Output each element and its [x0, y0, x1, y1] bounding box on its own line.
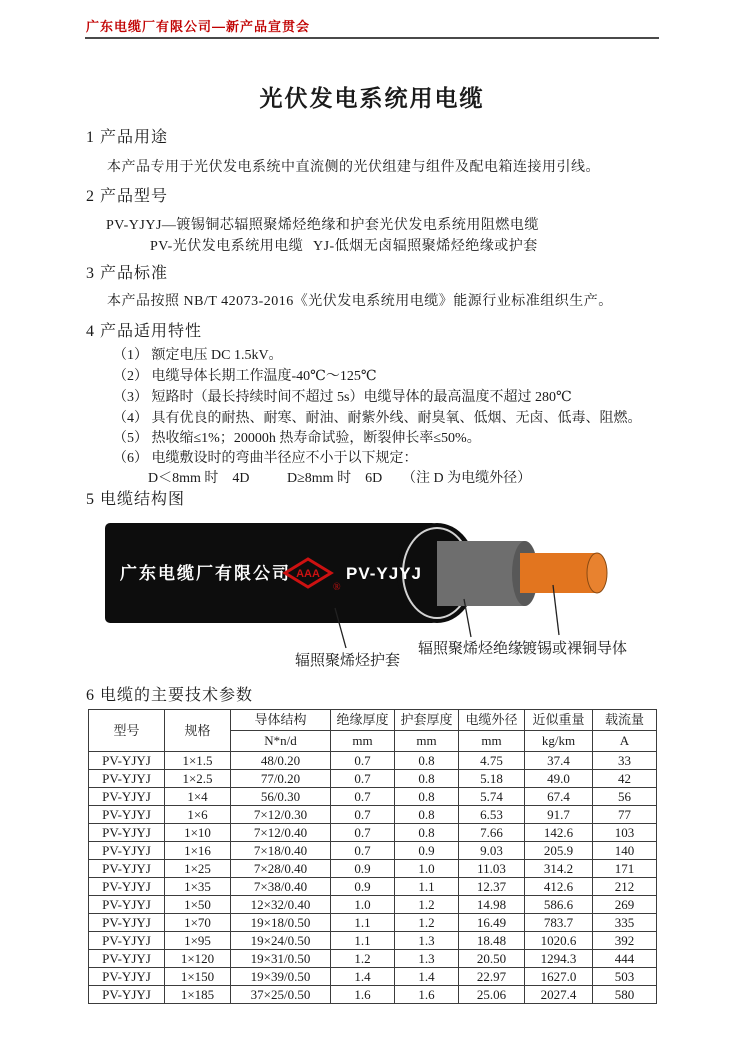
table-cell: 7.66 [459, 824, 525, 842]
registered-mark: ® [333, 582, 341, 593]
table-cell: 0.7 [331, 788, 395, 806]
table-cell: 0.7 [331, 842, 395, 860]
feature-item-2: （2） 电缆导体长期工作温度-40℃～125℃ [113, 369, 377, 384]
table-cell: 1×10 [165, 824, 231, 842]
table-cell: 1×120 [165, 950, 231, 968]
table-cell: 7×12/0.30 [231, 806, 331, 824]
table-cell: 1×50 [165, 896, 231, 914]
col-unit-outer-diameter: mm [459, 731, 525, 752]
table-cell: 1.0 [331, 896, 395, 914]
table-cell: 0.8 [395, 806, 459, 824]
table-cell: 7×18/0.40 [231, 842, 331, 860]
col-header-outer-diameter: 电缆外径 [459, 710, 525, 731]
section-1-heading: 1 产品用途 [86, 129, 169, 146]
table-cell: 12×32/0.40 [231, 896, 331, 914]
col-unit-ampacity: A [593, 731, 657, 752]
table-cell: 37×25/0.50 [231, 986, 331, 1004]
section-2-line2a: PV-光伏发电系统用电缆 [150, 239, 304, 254]
table-cell: 1.3 [395, 950, 459, 968]
table-cell: 5.74 [459, 788, 525, 806]
table-cell: 103 [593, 824, 657, 842]
table-cell: 67.4 [525, 788, 593, 806]
section-6-heading: 6 电缆的主要技术参数 [86, 687, 254, 704]
table-cell: 1×70 [165, 914, 231, 932]
table-row [89, 932, 657, 950]
section-5-heading: 5 电缆结构图 [86, 491, 186, 508]
section-4-heading: 4 产品适用特性 [86, 323, 203, 340]
table-cell: 140 [593, 842, 657, 860]
table-cell: PV-YJYJ [89, 860, 165, 878]
table-cell: 212 [593, 878, 657, 896]
table-cell: 0.7 [331, 824, 395, 842]
table-cell: 1.1 [395, 878, 459, 896]
table-cell: 1.2 [395, 914, 459, 932]
table-cell: 1×2.5 [165, 770, 231, 788]
bend-radius-rule-1: D＜8mm 时 4D [148, 471, 250, 486]
table-cell: 1020.6 [525, 932, 593, 950]
table-cell: 14.98 [459, 896, 525, 914]
table-cell: 77/0.20 [231, 770, 331, 788]
table-cell: 1.4 [331, 968, 395, 986]
table-row [89, 806, 657, 824]
table-cell: 1.6 [395, 986, 459, 1004]
table-cell: 1×35 [165, 878, 231, 896]
table-cell: 7×12/0.40 [231, 824, 331, 842]
table-cell: 586.6 [525, 896, 593, 914]
col-unit-sheath-thickness: mm [395, 731, 459, 752]
table-cell: PV-YJYJ [89, 950, 165, 968]
bend-radius-note: （注 D 为电缆外径） [402, 471, 532, 486]
table-cell: 4.75 [459, 752, 525, 770]
table-cell: PV-YJYJ [89, 896, 165, 914]
table-row [89, 752, 657, 770]
table-cell: 0.9 [331, 860, 395, 878]
table-cell: 0.7 [331, 806, 395, 824]
table-cell: 0.7 [331, 770, 395, 788]
col-unit-weight: kg/km [525, 731, 593, 752]
feature-item-6: （6） 电缆敷设时的弯曲半径应不小于以下规定： [113, 451, 418, 466]
table-cell: 77 [593, 806, 657, 824]
table-cell: 19×24/0.50 [231, 932, 331, 950]
table-cell: 91.7 [525, 806, 593, 824]
table-cell: 783.7 [525, 914, 593, 932]
table-cell: 444 [593, 950, 657, 968]
table-cell: 12.37 [459, 878, 525, 896]
document-title: 光伏发电系统用电缆 [259, 86, 485, 111]
header-divider [85, 37, 659, 39]
table-cell: 1×16 [165, 842, 231, 860]
table-row [89, 824, 657, 842]
col-header-sheath-thickness: 护套厚度 [395, 710, 459, 731]
table-row [89, 896, 657, 914]
cable-insulation-body [437, 541, 525, 606]
table-cell: 6.53 [459, 806, 525, 824]
table-cell: 20.50 [459, 950, 525, 968]
sheath-label: 辐照聚烯烃护套 [295, 653, 401, 669]
table-cell: 11.03 [459, 860, 525, 878]
col-unit-insulation-thickness: mm [331, 731, 395, 752]
table-cell: 0.8 [395, 752, 459, 770]
spec-table-body [89, 752, 657, 1004]
table-cell: 48/0.20 [231, 752, 331, 770]
table-cell: 1.6 [331, 986, 395, 1004]
table-cell: PV-YJYJ [89, 986, 165, 1004]
cable-conductor-body [520, 553, 597, 593]
table-cell: PV-YJYJ [89, 752, 165, 770]
col-header-conductor: 导体结构 [231, 710, 331, 731]
table-cell: 7×38/0.40 [231, 878, 331, 896]
table-cell: 0.8 [395, 824, 459, 842]
table-cell: 25.06 [459, 986, 525, 1004]
table-cell: 171 [593, 860, 657, 878]
table-cell: 19×39/0.50 [231, 968, 331, 986]
bend-radius-rule-2: D≥8mm 时 6D [287, 471, 383, 486]
table-cell: 392 [593, 932, 657, 950]
table-cell: PV-YJYJ [89, 914, 165, 932]
feature-item-1: （1） 额定电压 DC 1.5kV。 [113, 348, 283, 363]
table-cell: 269 [593, 896, 657, 914]
col-header-ampacity: 载流量 [593, 710, 657, 731]
table-cell: 335 [593, 914, 657, 932]
cable-structure-diagram [90, 515, 650, 683]
table-cell: 37.4 [525, 752, 593, 770]
table-cell: 1.2 [331, 950, 395, 968]
col-header-weight: 近似重量 [525, 710, 593, 731]
table-cell: 2027.4 [525, 986, 593, 1004]
col-header-spec: 规格 [165, 710, 231, 752]
table-cell: 142.6 [525, 824, 593, 842]
section-1-body: 本产品专用于光伏发电系统中直流侧的光伏组建与组件及配电箱连接用引线。 [107, 160, 600, 175]
table-cell: PV-YJYJ [89, 842, 165, 860]
table-row [89, 860, 657, 878]
table-cell: PV-YJYJ [89, 824, 165, 842]
table-cell: 49.0 [525, 770, 593, 788]
table-cell: 0.9 [331, 878, 395, 896]
col-unit-conductor: N*n/d [231, 731, 331, 752]
feature-item-5: （5） 热收缩≤1%；20000h 热寿命试验，断裂伸长率≤50%。 [113, 431, 481, 446]
certification-logo-text: AAA [296, 568, 320, 580]
table-cell: 314.2 [525, 860, 593, 878]
table-cell: 56/0.30 [231, 788, 331, 806]
table-cell: PV-YJYJ [89, 806, 165, 824]
cable-conductor-end [587, 553, 607, 593]
spec-table-header [89, 710, 657, 752]
table-cell: 1×1.5 [165, 752, 231, 770]
cable-print-brand: 广东电缆厂有限公司 [120, 564, 291, 583]
table-cell: PV-YJYJ [89, 968, 165, 986]
table-cell: 22.97 [459, 968, 525, 986]
table-cell: 1.1 [331, 932, 395, 950]
table-row [89, 950, 657, 968]
col-header-insulation-thickness: 绝缘厚度 [331, 710, 395, 731]
table-cell: 1×6 [165, 806, 231, 824]
insulation-label: 辐照聚烯烃绝缘 [418, 641, 524, 657]
table-cell: 19×31/0.50 [231, 950, 331, 968]
table-cell: 7×28/0.40 [231, 860, 331, 878]
table-cell: 1.3 [395, 932, 459, 950]
table-row [89, 770, 657, 788]
table-cell: PV-YJYJ [89, 788, 165, 806]
table-cell: 18.48 [459, 932, 525, 950]
table-row [89, 914, 657, 932]
table-cell: 5.18 [459, 770, 525, 788]
table-cell: 0.7 [331, 752, 395, 770]
section-2-line1: PV-YJYJ—镀锡铜芯辐照聚烯烃绝缘和护套光伏发电系统用阻燃电缆 [106, 218, 539, 233]
feature-item-4: （4） 具有优良的耐热、耐寒、耐油、耐紫外线、耐臭氧、低烟、无卤、低毒、阻燃。 [113, 411, 642, 426]
spec-table [88, 709, 657, 1004]
table-cell: 9.03 [459, 842, 525, 860]
table-cell: 33 [593, 752, 657, 770]
table-cell: 1×185 [165, 986, 231, 1004]
section-2-line2b: YJ-低烟无卤辐照聚烯烃绝缘或护套 [313, 239, 538, 254]
table-row [89, 842, 657, 860]
page-header-text: 广东电缆厂有限公司—新产品宣贯会 [86, 19, 311, 34]
section-3-heading: 3 产品标准 [86, 265, 169, 282]
table-cell: 42 [593, 770, 657, 788]
table-cell: 56 [593, 788, 657, 806]
table-cell: 1×25 [165, 860, 231, 878]
table-cell: 1.2 [395, 896, 459, 914]
table-cell: 0.8 [395, 770, 459, 788]
col-header-model: 型号 [89, 710, 165, 752]
table-cell: 412.6 [525, 878, 593, 896]
table-cell: PV-YJYJ [89, 770, 165, 788]
table-cell: 1627.0 [525, 968, 593, 986]
table-cell: 503 [593, 968, 657, 986]
table-cell: 1.1 [331, 914, 395, 932]
table-cell: 1×150 [165, 968, 231, 986]
table-cell: PV-YJYJ [89, 878, 165, 896]
table-row [89, 986, 657, 1004]
table-cell: 1×95 [165, 932, 231, 950]
table-cell: 0.9 [395, 842, 459, 860]
feature-item-3: （3） 短路时（最长持续时间不超过 5s）电缆导体的最高温度不超过 280℃ [113, 390, 572, 405]
table-row [89, 878, 657, 896]
section-2-heading: 2 产品型号 [86, 188, 169, 205]
table-row [89, 968, 657, 986]
table-cell: PV-YJYJ [89, 932, 165, 950]
table-cell: 19×18/0.50 [231, 914, 331, 932]
table-cell: 1×4 [165, 788, 231, 806]
cable-print-model: PV-YJYJ [346, 564, 422, 583]
table-cell: 580 [593, 986, 657, 1004]
table-cell: 0.8 [395, 788, 459, 806]
table-cell: 1.0 [395, 860, 459, 878]
table-cell: 205.9 [525, 842, 593, 860]
conductor-label: 镀锡或裸铜导体 [522, 641, 628, 657]
table-row [89, 788, 657, 806]
section-3-body: 本产品按照 NB/T 42073-2016《光伏发电系统用电缆》能源行业标准组织生产。 [107, 294, 613, 309]
table-cell: 16.49 [459, 914, 525, 932]
table-cell: 1294.3 [525, 950, 593, 968]
table-cell: 1.4 [395, 968, 459, 986]
